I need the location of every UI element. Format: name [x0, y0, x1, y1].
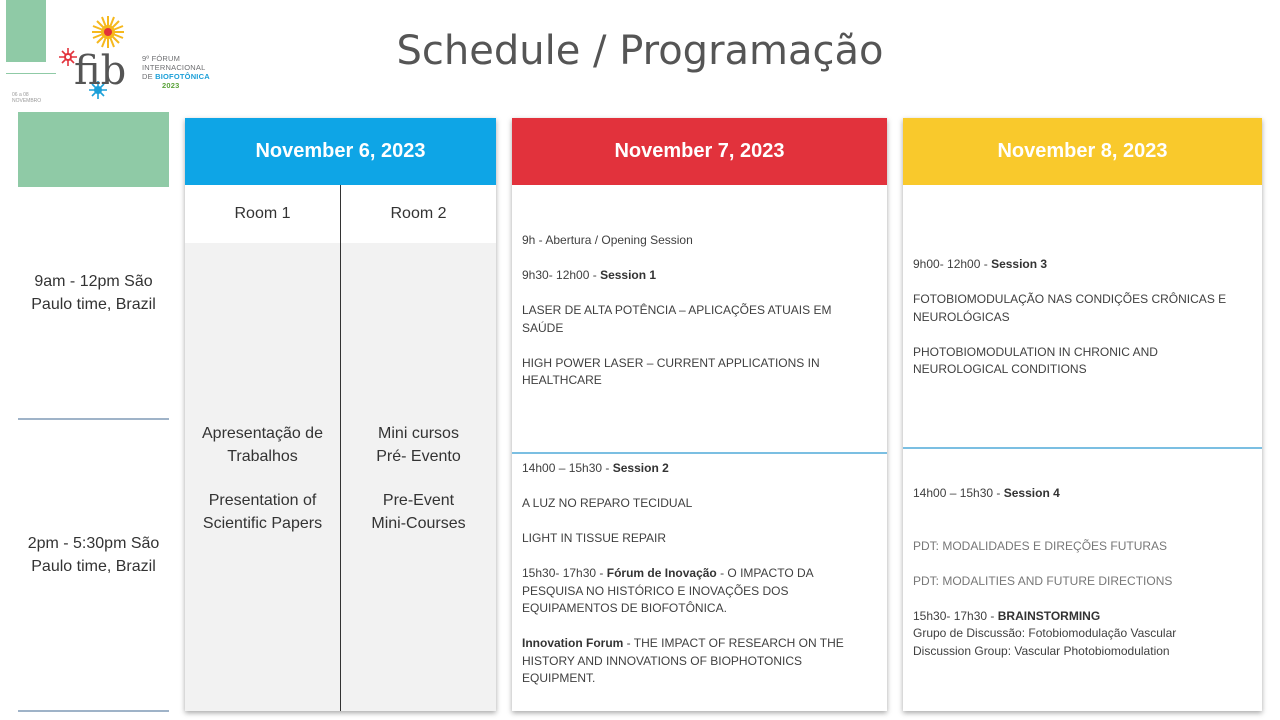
day-header: November 8, 2023: [903, 118, 1262, 185]
room-1-header: Room 1: [185, 185, 340, 243]
logo-caption: 9º FÓRUM INTERNACIONAL DE BIOFOTÔNICA 2023: [142, 54, 210, 90]
day-header: November 6, 2023: [185, 118, 496, 185]
time-divider: [18, 418, 169, 420]
session-2-title: 14h00 – 15h30 - Session 2: [522, 461, 669, 475]
innovation-forum-en: Innovation Forum - THE IMPACT OF RESEARCH ON THE HISTORY AND INNOVATIONS OF BIOPHOTONICS EQUIPMENT.: [522, 636, 844, 685]
page-title: Schedule / Programação: [396, 28, 884, 74]
day-card-nov-6: [185, 118, 496, 711]
session-4-pt: PDT: MODALIDADES E DIREÇÕES FUTURAS: [913, 538, 1168, 553]
opening-session: 9h - Abertura / Opening Session: [522, 233, 693, 247]
session-3-title: 9h00- 12h00 - Session 3: [913, 257, 1048, 271]
innovation-forum-pt: 15h30- 17h30 - Fórum de Inovação - O IMPACTO DA PESQUISA NO HISTÓRICO E INOVAÇÕES DOS EQUIPAMENTOS DE BIOFOTÔNICA.: [522, 566, 813, 615]
room-2-content: Mini cursos Pré- Evento Pre-Event Mini-Courses: [371, 425, 466, 532]
time-column-header: [18, 112, 169, 187]
svg-text:fib: fib: [74, 48, 127, 94]
morning-sessions: [913, 256, 1248, 396]
day-card-nov-7: [512, 118, 887, 711]
room-divider: [340, 185, 341, 711]
session-divider: [903, 447, 1262, 449]
session-3-pt: FOTOBIOMODULAÇÃO NAS CONDIÇÕES CRÔNICAS E NEUROLÓGICAS: [913, 292, 1227, 324]
time-divider-bottom: [18, 710, 169, 712]
session-1-en: HIGH POWER LASER – CURRENT APPLICATIONS IN HEALTHCARE: [522, 355, 820, 387]
time-column: [18, 187, 169, 712]
session-1-pt: LASER DE ALTA POTÊNCIA – APLICAÇÕES ATUAIS EM SAÚDE: [522, 303, 832, 335]
session-4-title: 14h00 – 15h30 - Session 4: [913, 486, 1060, 500]
time-slot-morning: 9am - 12pm São Paulo time, Brazil: [31, 273, 156, 313]
afternoon-sessions: [522, 460, 867, 705]
session-3-en: PHOTOBIOMODULATION IN CHRONIC AND NEUROLOGICAL CONDITIONS: [913, 344, 1158, 376]
time-slot-afternoon: 2pm - 5:30pm São Paulo time, Brazil: [27, 535, 160, 575]
day-card-nov-8: [903, 118, 1262, 711]
session-divider: [512, 452, 887, 454]
brainstorming: 15h30- 17h30 - BRAINSTORMING Grupo de Discussão: Fotobiomodulação Vascular Discussion Group: Vascular Photobiomodulation: [913, 608, 1177, 658]
room-1-content: Apresentação de Trabalhos Presentation of Scientific Papers: [202, 425, 323, 532]
room-2-header: Room 2: [341, 185, 496, 243]
session-1-title: 9h30- 12h00 - Session 1: [522, 268, 657, 282]
session-2-pt: A LUZ NO REPARO TECIDUAL: [522, 496, 693, 510]
logo-date: 06 a 08 NOVEMBRO: [12, 92, 42, 104]
afternoon-sessions: [913, 485, 1248, 660]
session-2-en: LIGHT IN TISSUE REPAIR: [522, 531, 667, 545]
session-4-en: PDT: MODALITIES AND FUTURE DIRECTIONS: [913, 573, 1173, 588]
day-header: November 7, 2023: [512, 118, 887, 185]
morning-sessions: [522, 232, 867, 407]
